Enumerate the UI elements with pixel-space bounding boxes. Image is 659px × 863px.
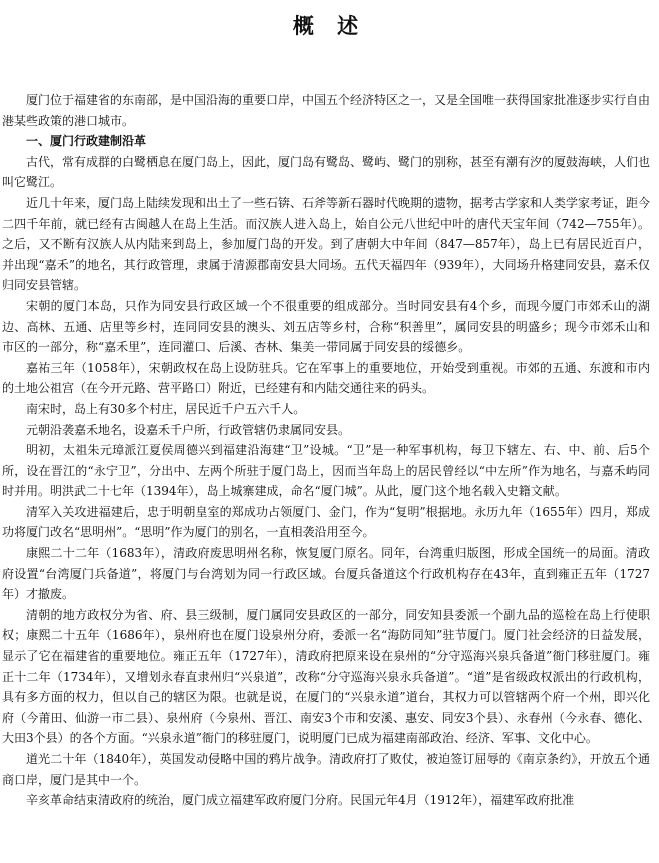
body-paragraph: 嘉祐三年（1058年），宋朝政权在岛上设防驻兵。它在军事上的重要地位，开始受到重视。市郊的五通、东渡和市内的土地公祖宫（在今开元路、营平路口）附近，已经建有和内陆交通往来的码头。 <box>2 360 650 396</box>
body-paragraph: 近几十年来，厦门岛上陆续发现和出土了一些石锛、石斧等新石器时代晚期的遗物，据考古学家和人类学家考证，距今二四千年前，就已经有古闽越人在岛上生活。而汉族人进入岛上，始自公元八世纪中叶的唐代天宝年间（742—755年）。之后，又不断有汉族人从内陆来到岛上，参加厦门岛的开发。到了唐朝大中年间（847—857年），岛上已有居民近百户，并出现“嘉禾”的地名，其行政管理，隶属于清源郡南安县大同场。五代天福四年（939年），大同场升格建同安县，嘉禾仅归同安县管辖。 <box>2 195 651 293</box>
body-paragraph: 南宋时，岛上有30多个村庄，居民近千户五六千人。 <box>26 401 306 416</box>
body-paragraph: 清朝的地方政权分为省、府、县三级制，厦门属同安县政区的一部分，同安知县委派一个副九品的巡检在岛上行使职权；康熙二十五年（1686年），泉州府也在厦门设泉州分府，委派一名“海防同知”驻节厦门。厦门社会经济的日益发展，显示了它在福建省的重要地位。雍正五年（1727年），清政府把原来设在泉州的“分守巡海兴泉兵备道”衙门移驻厦门。雍正十二年（1734年），又增划永春直隶州归“兴泉道”，改称“分守巡海兴泉永兵备道”。“道”是省级政权派出的行政机构，具有多方面的权力，但以自己的辖区为限。也就是说，在厦门的“兴泉永道”道台，其权力可以管辖两个府一个州，即兴化府（今莆田、仙游一市二县）、泉州府（今泉州、晋江、南安3个市和安溪、惠安、同安3个县）、永春州（今永春、德化、大田3个县）的各个方面。“兴泉永道”衙门的移驻厦门，说明厦门已成为福建南部政治、经济、军事、文化中心。 <box>2 607 650 746</box>
body-paragraph: 辛亥革命结束清政府的统治，厦门成立福建军政府厦门分府。民国元年4月（1912年），福建军政府批准 <box>26 793 575 808</box>
body-paragraph: 明初，太祖朱元璋派江夏侯周德兴到福建沿海建“卫”设城。“卫”是一种军事机构，每卫下辖左、右、中、前、后5个所，设在晋江的“永宁卫”，分出中、左两个所驻于厦门岛上，因而当年岛上的居民曾经以“中左所”作为地名，与嘉禾屿同时并用。明洪武二十七年（1394年），岛上城寨建成，命名“厦门城”。从此，厦门这个地名载入史籍文献。 <box>2 443 650 499</box>
body-paragraph: 康熙二十二年（1683年），清政府废思明州名称，恢复厦门原名。同年，台湾重归版图，形成全国统一的局面。清政府设置“台湾厦门兵备道”，将厦门与台湾划为同一行政区域。台厦兵备道这个行政机构存在43年，直到雍正五年（1727年）才撤废。 <box>2 546 650 602</box>
section-heading: 一、厦门行政建制沿革 <box>26 134 147 149</box>
body-paragraph: 清军入关攻进福建后，忠于明朝皇室的郑成功占领厦门、金门，作为“复明”根据地。永历九年（1655年）四月，郑成功将厦门改名“思明州”。“思明”作为厦门的别名，一直相袭沿用至今。 <box>2 504 650 540</box>
body-paragraph: 古代，常有成群的白鹭栖息在厦门岛上，因此，厦门岛有鹭岛、鹭屿、鹭门的别称，甚至有潮有汐的厦鼓海峡，人们也叫它鹭江。 <box>2 154 651 190</box>
body-paragraph: 宋朝的厦门本岛，只作为同安县行政区域一个不很重要的组成部分。当时同安县有4个乡，而现今厦门市郊禾山的湖边、高林、五通、店里等乡村，连同同安县的澳头、刘五店等乡村，合称“积善里”，属同安县的明盛乡；现今市郊禾山和市区的一部分，称“嘉禾里”，连同灌口、后溪、杏林、集美一带同属于同安县的绥德乡。 <box>2 298 650 355</box>
page-title: 概 述 <box>292 14 367 38</box>
body-paragraph: 元朝沿袭嘉禾地名，设嘉禾千户所，行政管辖仍隶属同安县。 <box>26 422 351 437</box>
intro-paragraph: 厦门位于福建省的东南部，是中国沿海的重要口岸，中国五个经济特区之一，又是全国唯一获得国家批准逐步实行自由港某些政策的港口城市。 <box>2 93 651 128</box>
body-paragraph: 道光二十年（1840年），英国发动侵略中国的鸦片战争。清政府打了败仗，被迫签订屈辱的《南京条约》，开放五个通商口岸，厦门是其中一个。 <box>2 752 650 787</box>
document-body <box>2 90 650 811</box>
